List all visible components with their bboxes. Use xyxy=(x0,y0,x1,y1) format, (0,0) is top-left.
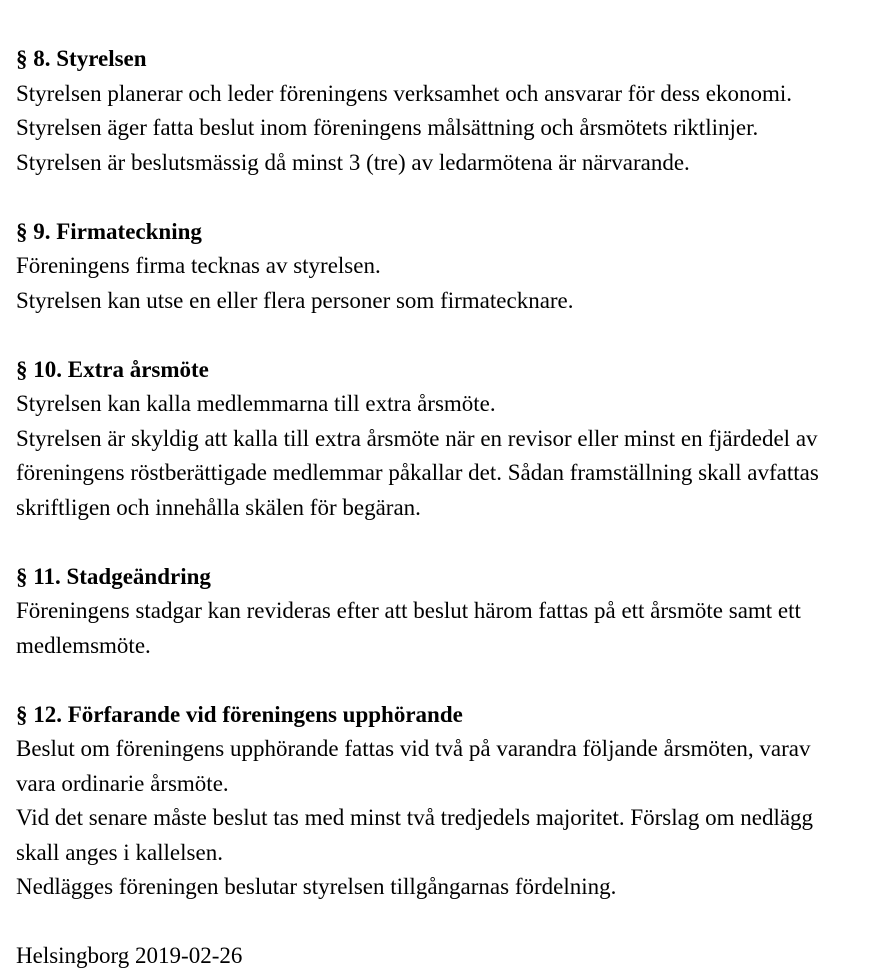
section-8-styrelsen xyxy=(16,42,880,180)
paragraph-line: Beslut om föreningens upphörande fattas vid två på varandra följande årsmöten, varav xyxy=(16,736,811,761)
paragraph-line: Styrelsen kan kalla medlemmarna till extra årsmöte. xyxy=(16,391,496,416)
paragraph-line: Vid det senare måste beslut tas med minst två tredjedels majoritet. Förslag om nedlägg xyxy=(16,805,814,830)
paragraph-line: skall anges i kallelsen. xyxy=(16,839,223,865)
paragraph-line: medlemsmöte. xyxy=(16,632,151,658)
paragraph-line: Styrelsen är beslutsmässig då minst 3 (tre) av ledarmötena är närvarande. xyxy=(16,149,690,175)
section-heading: § 11. Stadgeändring xyxy=(16,563,211,589)
paragraph-line: Föreningens stadgar kan revideras efter att beslut härom fattas på ett årsmöte samt ett xyxy=(16,598,801,623)
section-heading: § 9. Firmateckning xyxy=(16,218,202,244)
paragraph-line: Styrelsen kan utse en eller flera personer som firmatecknare. xyxy=(16,287,574,313)
section-heading: § 8. Styrelsen xyxy=(16,46,147,71)
section-12-upphorande xyxy=(16,698,880,905)
paragraph-line: Föreningens firma tecknas av styrelsen. xyxy=(16,253,381,278)
section-9-firmateckning xyxy=(16,215,880,319)
paragraph-line: Styrelsen är skyldig att kalla till extra årsmöte när en revisor eller minst en fjärdedel av xyxy=(16,425,818,451)
place-and-date: Helsingborg 2019-02-26 xyxy=(16,943,243,968)
paragraph-line: Nedlägges föreningen beslutar styrelsen tillgångarnas fördelning. xyxy=(16,874,617,899)
section-heading: § 10. Extra årsmöte xyxy=(16,356,209,382)
section-11-stadgeandring xyxy=(16,560,880,664)
paragraph-line: skriftligen och innehålla skälen för begäran. xyxy=(16,494,421,520)
paragraph-line: vara ordinarie årsmöte. xyxy=(16,770,229,796)
paragraph-line: Styrelsen planerar och leder föreningens verksamhet och ansvarar för dess ekonomi. xyxy=(16,80,792,106)
paragraph-line: Styrelsen äger fatta beslut inom föreningens målsättning och årsmötets riktlinjer. xyxy=(16,115,759,140)
section-10-extra-arsmote xyxy=(16,353,880,526)
document-body xyxy=(16,42,880,974)
paragraph-line: föreningens röstberättigade medlemmar påkallar det. Sådan framställning skall avfattas xyxy=(16,460,819,485)
section-heading: § 12. Förfarande vid föreningens upphörande xyxy=(16,701,463,727)
